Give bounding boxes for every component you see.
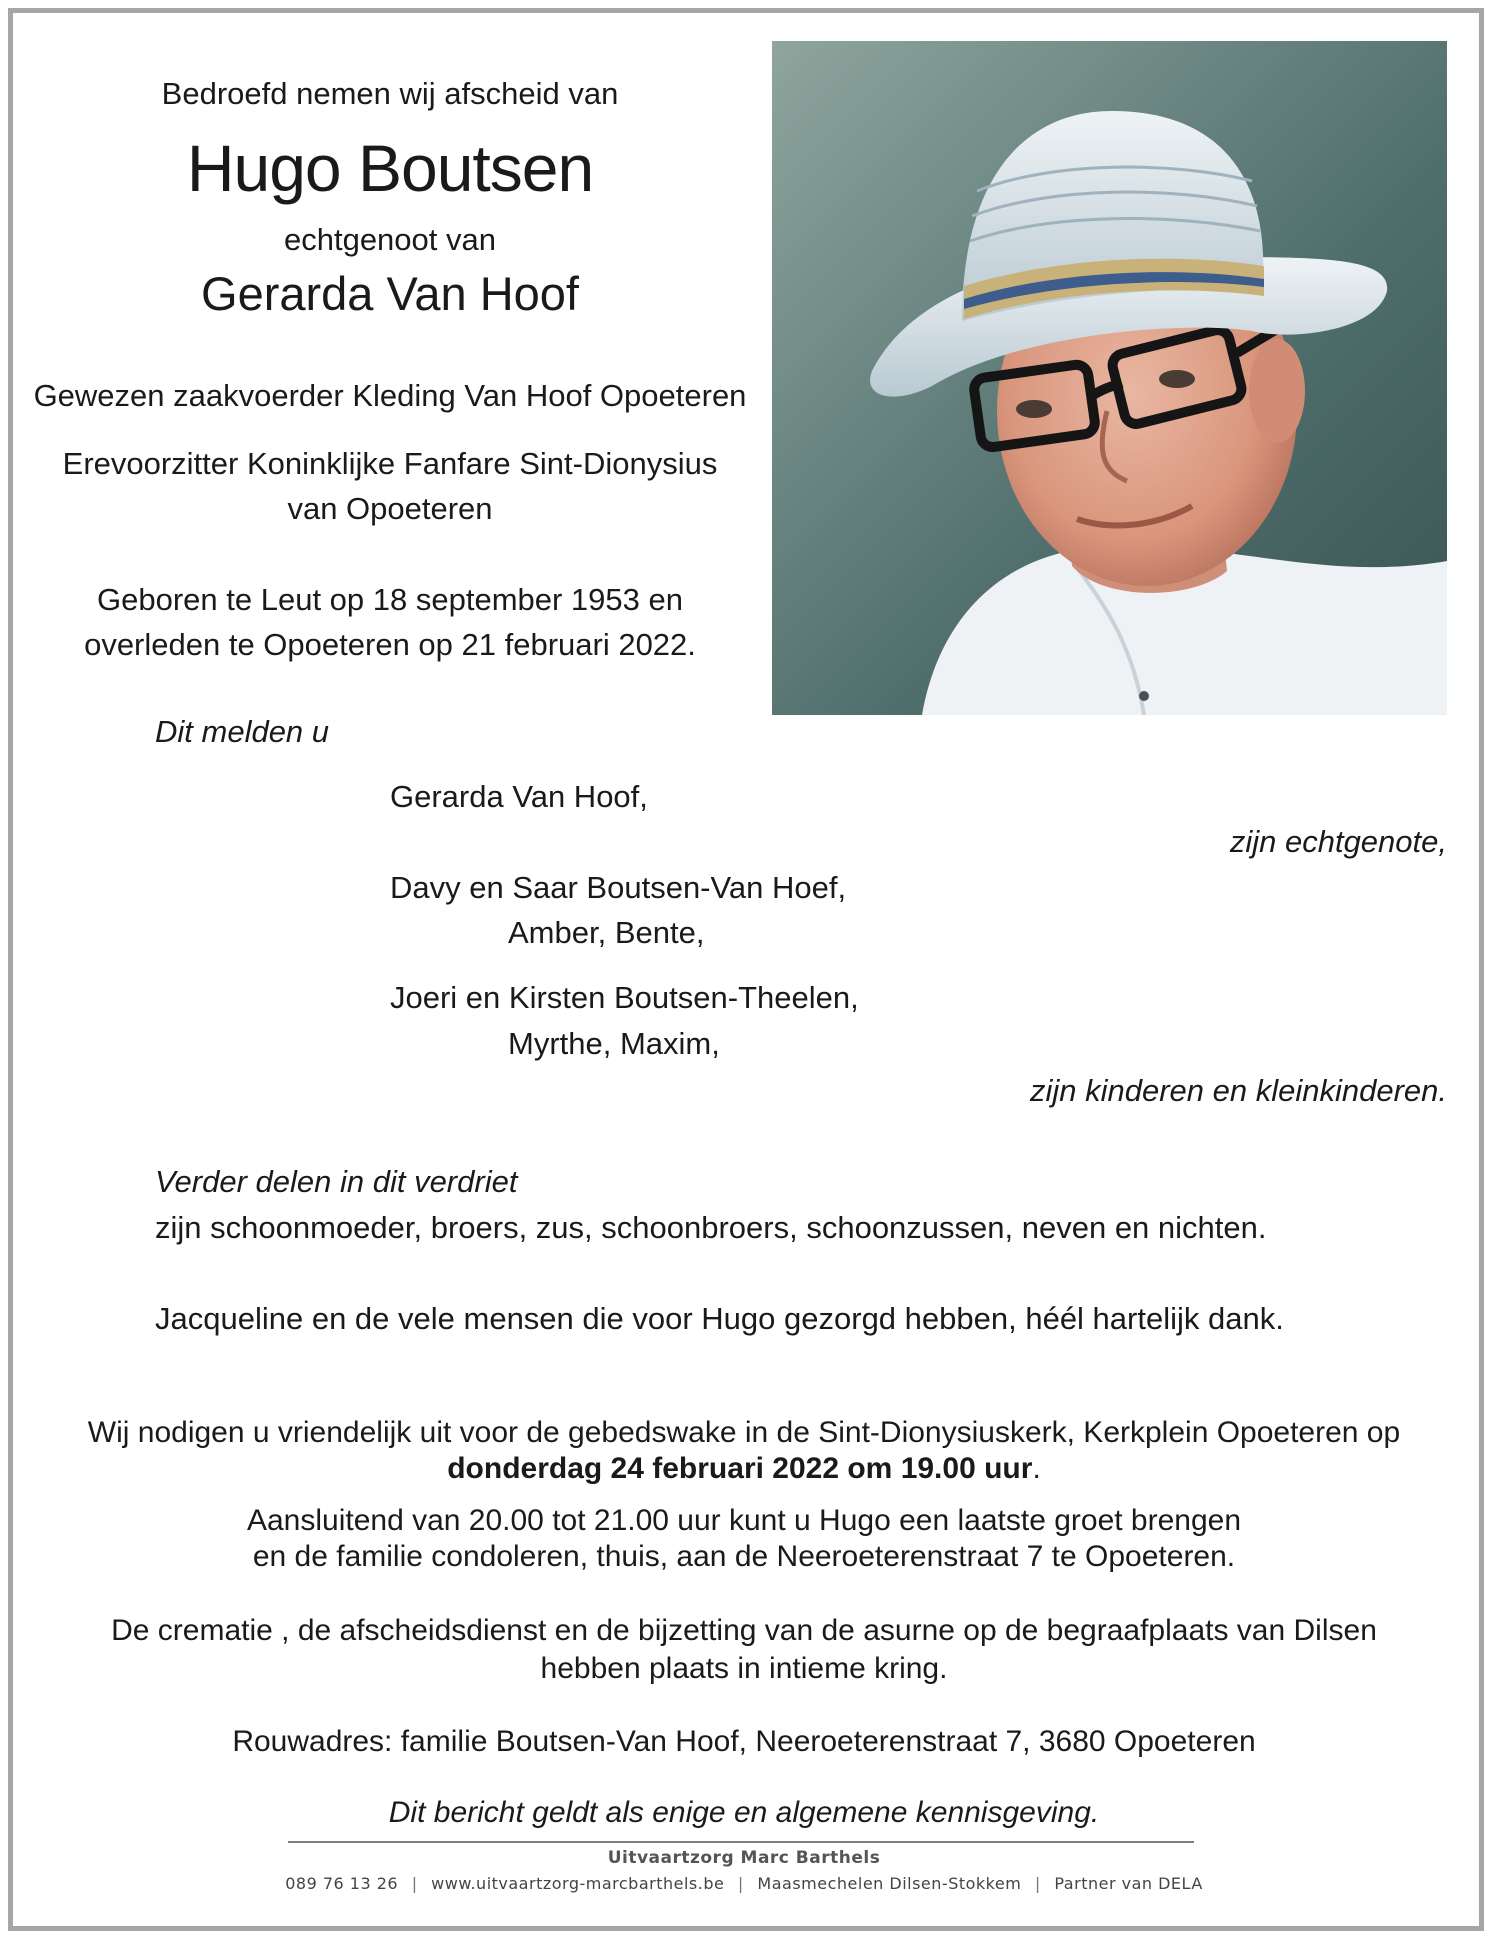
announce-text: Dit melden u <box>155 714 330 749</box>
death-text: overleden te Opoeteren op 21 februari 2022. <box>84 627 696 662</box>
family-child: Davy en Saar Boutsen-Van Hoef, <box>390 870 847 905</box>
deceased-name: Hugo Boutsen <box>186 131 594 205</box>
footer-info <box>0 1874 1488 1893</box>
footer-website: www.uitvaartzorg-marcbarthels.be <box>431 1874 725 1893</box>
role-text: Erevoorzitter Koninklijke Fanfare Sint-Dionysius <box>62 446 718 481</box>
footer-phone: 089 76 13 26 <box>285 1874 399 1893</box>
footer-separator: | <box>411 1874 418 1893</box>
notice-text: Dit bericht geldt als enige en algemene kennisgeving. <box>388 1796 1100 1829</box>
visit-text: en de familie condoleren, thuis, aan de Neeroeterenstraat 7 te Opoeteren. <box>252 1540 1236 1573</box>
children-relation: zijn kinderen en kleinkinderen. <box>1029 1073 1447 1108</box>
footer-location: Maasmechelen Dilsen-Stokkem <box>757 1874 1022 1893</box>
footer-separator: | <box>1034 1874 1041 1893</box>
invite-date: donderdag 24 februari 2022 om 19.00 uur <box>447 1452 1033 1485</box>
family-grandchildren: Myrthe, Maxim, <box>508 1026 720 1061</box>
thanks-text: Jacqueline en de vele mensen die voor Hugo gezorgd hebben, héél hartelijk dank. <box>155 1301 1284 1336</box>
portrait-photo <box>772 41 1447 715</box>
family-grandchildren: Amber, Bente, <box>508 915 705 950</box>
footer-partner: Partner van DELA <box>1054 1874 1203 1893</box>
footer-divider <box>288 1841 1194 1843</box>
role-text: van Opoeteren <box>287 491 493 526</box>
further-intro: Verder delen in dit verdriet <box>155 1164 518 1199</box>
intro-text: Bedroefd nemen wij afscheid van <box>161 76 619 111</box>
footer-brand: Uitvaartzorg Marc Barthels <box>607 1848 881 1868</box>
visit-text: Aansluitend van 20.00 tot 21.00 uur kunt u Hugo een laatste groet brengen <box>246 1504 1242 1537</box>
role-text: Gewezen zaakvoerder Kleding Van Hoof Opoeteren <box>33 378 747 413</box>
spouse-intro: echtgenoot van <box>283 222 496 257</box>
birth-text: Geboren te Leut op 18 september 1953 en <box>97 582 683 617</box>
mourning-address: Rouwadres: familie Boutsen-Van Hoof, Neeroeterenstraat 7, 3680 Opoeteren <box>232 1725 1256 1758</box>
invite-date-line <box>20 1447 1468 1491</box>
footer-separator: | <box>737 1874 744 1893</box>
spouse-relation: zijn echtgenote, <box>1229 824 1447 859</box>
family-child: Joeri en Kirsten Boutsen-Theelen, <box>390 980 859 1015</box>
further-list: zijn schoonmoeder, broers, zus, schoonbroers, schoonzussen, neven en nichten. <box>155 1210 1267 1245</box>
family-spouse: Gerarda Van Hoof, <box>390 779 648 814</box>
spouse-name: Gerarda Van Hoof <box>201 267 579 320</box>
cremation-text: De crematie , de afscheidsdienst en de bijzetting van de asurne op de begraafplaats van Dilsen <box>111 1614 1377 1647</box>
cremation-text: hebben plaats in intieme kring. <box>540 1652 948 1685</box>
portrait-illustration <box>772 41 1447 715</box>
invite-text: Wij nodigen u vriendelijk uit voor de gebedswake in de Sint-Dionysiuskerk, Kerkplein Opoeteren op <box>87 1416 1401 1449</box>
invite-period: . <box>1032 1452 1041 1485</box>
